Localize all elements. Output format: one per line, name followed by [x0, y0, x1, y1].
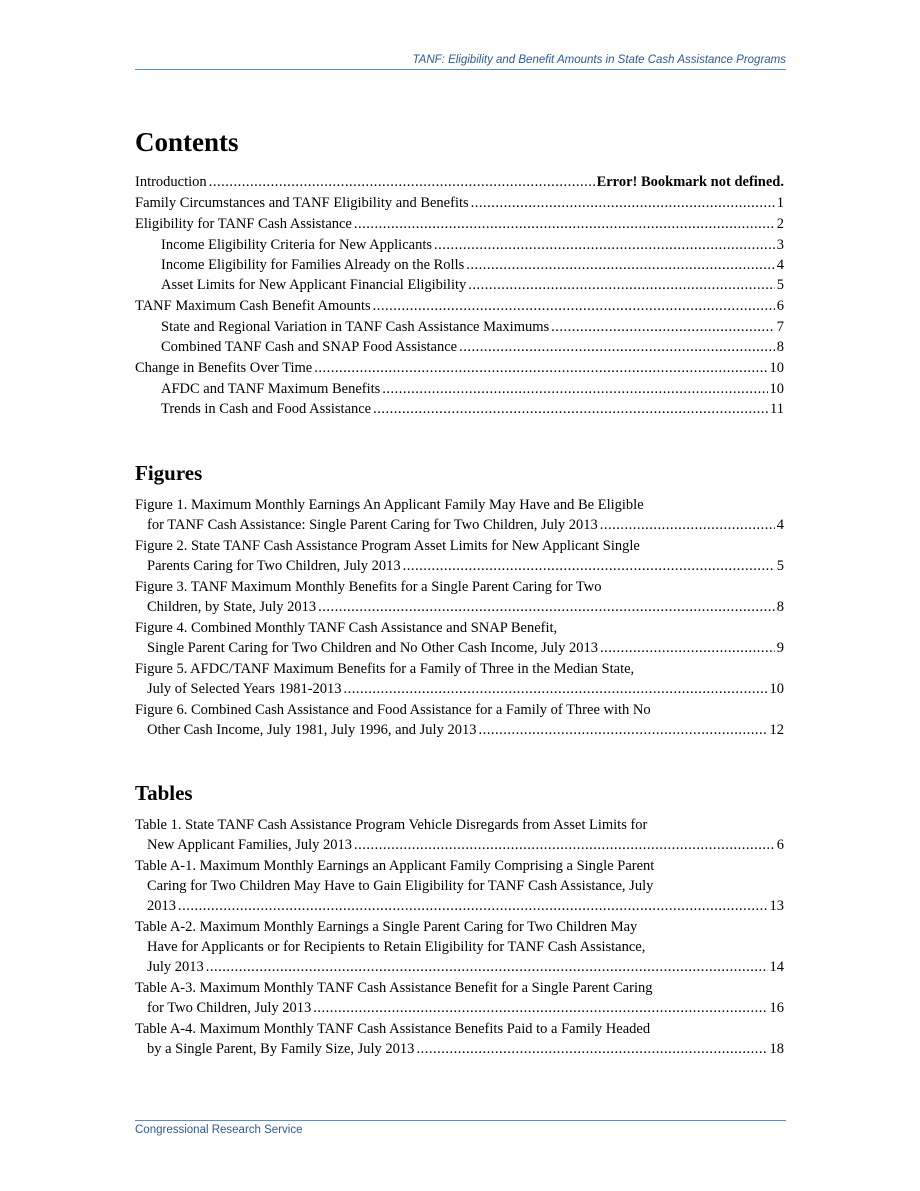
- table-entry[interactable]: [135, 978, 784, 1018]
- table-entry-page: 14: [769, 959, 784, 975]
- table-entry-page: 13: [769, 898, 784, 914]
- header-rule: [135, 69, 786, 70]
- toc-entry-title: Family Circumstances and TANF Eligibility and Benefits: [135, 195, 469, 211]
- toc-entry-page: 7: [776, 319, 784, 335]
- contents-list: [135, 172, 784, 419]
- toc-entry-title: Asset Limits for New Applicant Financial Eligibility: [161, 277, 467, 293]
- toc-subentry[interactable]: [135, 235, 784, 255]
- dot-leader: [416, 1039, 767, 1059]
- table-entry-title-line: July 2013: [147, 959, 204, 975]
- toc-entry-title: Combined TANF Cash and SNAP Food Assistance: [161, 339, 458, 355]
- tables-list: [135, 815, 784, 1059]
- toc-entry-title: Introduction: [135, 174, 207, 190]
- toc-entry-page: 8: [776, 339, 784, 355]
- dot-leader: [318, 597, 775, 617]
- table-entry-title-line: 2013: [147, 898, 176, 914]
- figure-entry-title-line: Single Parent Caring for Two Children and No Other Cash Income, July 2013: [147, 640, 598, 656]
- toc-entry[interactable]: [135, 193, 784, 213]
- dot-leader: [373, 399, 768, 419]
- table-entry[interactable]: [135, 815, 784, 855]
- table-entry-title-line: Have for Applicants or for Recipients to Retain Eligibility for TANF Cash Assistance,: [147, 939, 646, 955]
- dot-leader: [344, 679, 768, 699]
- toc-entry-title: Eligibility for TANF Cash Assistance: [135, 216, 352, 232]
- toc-entry[interactable]: [135, 358, 784, 378]
- figure-entry-title-line: Figure 1. Maximum Monthly Earnings An Applicant Family May Have and Be Eligible: [135, 497, 644, 513]
- toc-entry-page: 10: [769, 360, 784, 376]
- figures-heading: Figures: [135, 461, 203, 485]
- toc-subentry[interactable]: [135, 379, 784, 399]
- toc-subentry[interactable]: [135, 337, 784, 357]
- toc-entry-title: Trends in Cash and Food Assistance: [161, 401, 372, 417]
- table-entry-title-line: by a Single Parent, By Family Size, July 2013: [147, 1041, 415, 1057]
- figure-entry-title-line: Figure 3. TANF Maximum Monthly Benefits for a Single Parent Caring for Two: [135, 579, 602, 595]
- figure-entry-title-line: Figure 6. Combined Cash Assistance and Food Assistance for a Family of Three with No: [135, 702, 651, 718]
- toc-entry-title: Change in Benefits Over Time: [135, 360, 313, 376]
- figure-entry-page: 9: [776, 640, 784, 656]
- footer-organization: Congressional Research Service: [135, 1124, 303, 1136]
- toc-entry-title: AFDC and TANF Maximum Benefits: [161, 381, 381, 397]
- figure-entry[interactable]: [135, 536, 784, 576]
- figure-entry-page: 4: [776, 517, 784, 533]
- dot-leader: [466, 255, 775, 275]
- dot-leader: [209, 172, 595, 192]
- toc-entry-page: 6: [776, 298, 784, 314]
- dot-leader: [354, 835, 775, 855]
- dot-leader: [314, 358, 767, 378]
- table-entry-title-line: Table A-1. Maximum Monthly Earnings an Applicant Family Comprising a Single Parent: [135, 858, 655, 874]
- dot-leader: [382, 379, 767, 399]
- dot-leader: [551, 317, 775, 337]
- dot-leader: [403, 556, 775, 576]
- toc-entry-title: TANF Maximum Cash Benefit Amounts: [135, 298, 371, 314]
- tables-heading: Tables: [135, 781, 193, 805]
- toc-subentry[interactable]: [135, 255, 784, 275]
- toc-entry-page: 10: [769, 381, 784, 397]
- figure-entry-title-line: Children, by State, July 2013: [147, 599, 317, 615]
- table-entry-title-line: Caring for Two Children May Have to Gain Eligibility for TANF Cash Assistance, July: [147, 878, 654, 894]
- toc-page: [135, 124, 784, 1060]
- figures-list: [135, 495, 784, 740]
- dot-leader: [600, 515, 775, 535]
- table-entry-page: 16: [769, 1000, 784, 1016]
- toc-entry-page: 3: [776, 237, 784, 253]
- dot-leader: [478, 720, 767, 740]
- running-header-title: TANF: Eligibility and Benefit Amounts in State Cash Assistance Programs: [412, 54, 786, 66]
- dot-leader: [459, 337, 775, 357]
- toc-subentry[interactable]: [135, 317, 784, 337]
- table-entry-page: 18: [769, 1041, 784, 1057]
- dot-leader: [373, 296, 775, 316]
- toc-entry-title: Income Eligibility Criteria for New Applicants: [161, 237, 433, 253]
- dot-leader: [354, 214, 775, 234]
- dot-leader: [206, 957, 768, 977]
- dot-leader: [468, 275, 774, 295]
- dot-leader: [434, 235, 775, 255]
- table-entry-title-line: Table A-2. Maximum Monthly Earnings a Single Parent Caring for Two Children May: [135, 919, 638, 935]
- toc-entry[interactable]: [135, 214, 784, 234]
- toc-entry[interactable]: [135, 172, 784, 192]
- dot-leader: [313, 998, 767, 1018]
- figure-entry[interactable]: [135, 618, 784, 658]
- figure-entry-title-line: Parents Caring for Two Children, July 2013: [147, 558, 401, 574]
- table-entry-title-line: Table 1. State TANF Cash Assistance Program Vehicle Disregards from Asset Limits for: [135, 817, 648, 833]
- table-entry-title-line: for Two Children, July 2013: [147, 1000, 312, 1016]
- figure-entry-title-line: Figure 5. AFDC/TANF Maximum Benefits for a Family of Three in the Median State,: [135, 661, 635, 677]
- table-entry-page: 6: [776, 837, 784, 853]
- figure-entry-title-line: Figure 4. Combined Monthly TANF Cash Assistance and SNAP Benefit,: [135, 620, 558, 636]
- figure-entry-title-line: Other Cash Income, July 1981, July 1996, and July 2013: [147, 722, 477, 738]
- table-entry-title-line: Table A-4. Maximum Monthly TANF Cash Assistance Benefits Paid to a Family Headed: [135, 1021, 651, 1037]
- dot-leader: [471, 193, 775, 213]
- footer-rule: [135, 1120, 786, 1121]
- dot-leader: [600, 638, 775, 658]
- toc-subentry[interactable]: [135, 399, 784, 419]
- toc-entry-page: 4: [776, 257, 784, 273]
- figure-entry-title-line: Figure 2. State TANF Cash Assistance Program Asset Limits for New Applicant Single: [135, 538, 640, 554]
- figure-entry-page: 8: [776, 599, 784, 615]
- figure-entry-page: 10: [769, 681, 784, 697]
- table-entry[interactable]: [135, 856, 784, 916]
- toc-entry[interactable]: [135, 296, 784, 316]
- toc-entry-title: Income Eligibility for Families Already on the Rolls: [161, 257, 465, 273]
- figure-entry-title-line: July of Selected Years 1981-2013: [147, 681, 342, 697]
- figure-entry[interactable]: [135, 700, 784, 740]
- contents-heading: Contents: [135, 127, 239, 157]
- toc-subentry[interactable]: [135, 275, 784, 295]
- figure-entry[interactable]: [135, 659, 784, 699]
- figure-entry-page: 12: [769, 722, 784, 738]
- figure-entry[interactable]: [135, 495, 784, 535]
- table-entry[interactable]: [135, 917, 784, 977]
- dot-leader: [178, 896, 768, 916]
- table-entry-title-line: Table A-3. Maximum Monthly TANF Cash Assistance Benefit for a Single Parent Caring: [135, 980, 653, 996]
- table-entry[interactable]: [135, 1019, 784, 1059]
- toc-entry-title: State and Regional Variation in TANF Cash Assistance Maximums: [161, 319, 550, 335]
- toc-entry-page: 5: [776, 277, 784, 293]
- figure-entry-title-line: for TANF Cash Assistance: Single Parent Caring for Two Children, July 2013: [147, 517, 598, 533]
- toc-entry-page: Error! Bookmark not defined.: [596, 174, 784, 190]
- table-entry-title-line: New Applicant Families, July 2013: [147, 837, 352, 853]
- toc-entry-page: 2: [776, 216, 784, 232]
- toc-entry-page: 11: [770, 401, 784, 417]
- figure-entry[interactable]: [135, 577, 784, 617]
- figure-entry-page: 5: [776, 558, 784, 574]
- toc-entry-page: 1: [776, 195, 784, 211]
